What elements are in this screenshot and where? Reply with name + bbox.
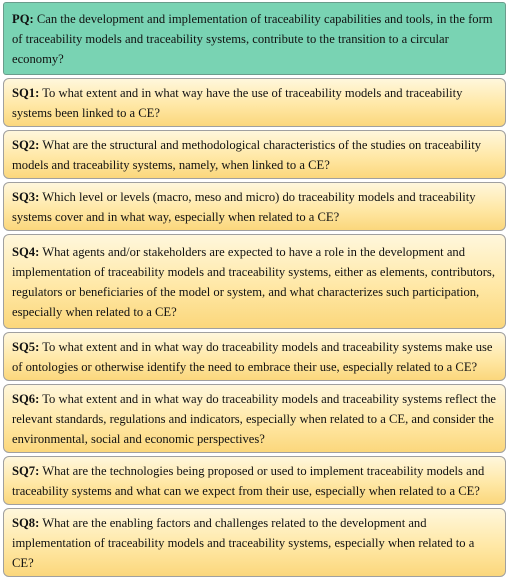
question-label: SQ3 bbox=[12, 190, 36, 204]
sub-question-box-sq2: SQ2: What are the structural and methodological characteristics of the studies on traceability models and traceability systems, namely, when linked to a CE? bbox=[3, 130, 506, 179]
research-questions-diagram bbox=[3, 2, 506, 580]
question-text: What are the structural and methodological characteristics of the studies on traceability models and traceability systems, namely, when linked to a CE? bbox=[12, 138, 482, 172]
question-label: SQ5 bbox=[12, 340, 36, 354]
question-label: SQ1 bbox=[12, 86, 36, 100]
sub-question-box-sq3: SQ3: Which level or levels (macro, meso and micro) do traceability models and traceability systems cover and in what way, especially when related to a CE? bbox=[3, 182, 506, 231]
sub-question-box-sq7: SQ7: What are the technologies being proposed or used to implement traceability models and traceability systems and what can we expect from their use, especially when related to a CE? bbox=[3, 456, 506, 505]
question-text: Can the development and implementation of traceability capabilities and tools, in the form of traceability models and traceability systems, contribute to the transition to a circular economy? bbox=[12, 12, 493, 66]
question-label: PQ bbox=[12, 12, 30, 26]
question-label: SQ2 bbox=[12, 138, 36, 152]
sub-question-box-sq5: SQ5: To what extent and in what way do traceability models and traceability systems make use of ontologies or otherwise identify the need to embrace their use, especially related to a CE? bbox=[3, 332, 506, 381]
primary-question-box: PQ: Can the development and implementation of traceability capabilities and tools, in the form of traceability models and traceability systems, contribute to the transition to a circular economy? bbox=[3, 2, 506, 75]
question-label: SQ6 bbox=[12, 392, 36, 406]
sub-question-box-sq4: SQ4: What agents and/or stakeholders are expected to have a role in the development and implementation of traceability models and traceability systems, either as elements, contributors, regulators or beneficiaries of the model or system, and what characterizes such participation, especially when related to a CE? bbox=[3, 234, 506, 329]
question-text: What agents and/or stakeholders are expected to have a role in the development and implementation of traceability models and traceability systems, either as elements, contributors, regulators or beneficiaries of the model or system, and what characterizes such participation, especially when related to a CE? bbox=[12, 245, 495, 319]
sub-question-box-sq1: SQ1: To what extent and in what way have the use of traceability models and traceability systems been linked to a CE? bbox=[3, 78, 506, 127]
question-label: SQ4 bbox=[12, 245, 36, 259]
sub-question-box-sq6: SQ6: To what extent and in what way do traceability models and traceability systems reflect the relevant standards, regulations and indicators, especially when related to a CE, and consider the environmental, social and economic perspectives? bbox=[3, 384, 506, 453]
question-label: SQ8 bbox=[12, 516, 36, 530]
sub-question-box-sq8: SQ8: What are the enabling factors and challenges related to the development and implementation of traceability models and traceability systems, especially when related to a CE? bbox=[3, 508, 506, 577]
question-text: What are the technologies being proposed or used to implement traceability models and traceability systems and what can we expect from their use, especially when related to a CE? bbox=[12, 464, 485, 498]
question-text: Which level or levels (macro, meso and micro) do traceability models and traceability systems cover and in what way, especially when related to a CE? bbox=[12, 190, 476, 224]
question-label: SQ7 bbox=[12, 464, 36, 478]
question-text: What are the enabling factors and challenges related to the development and implementation of traceability models and traceability systems, especially when related to a CE? bbox=[12, 516, 475, 570]
question-text: To what extent and in what way do traceability models and traceability systems make use of ontologies or otherwise identify the need to embrace their use, especially related to a CE? bbox=[12, 340, 493, 374]
question-text: To what extent and in what way do traceability models and traceability systems reflect the relevant standards, regulations and indicators, especially when related to a CE, and consider the environmental, social and economic perspectives? bbox=[12, 392, 496, 446]
question-text: To what extent and in what way have the use of traceability models and traceability systems been linked to a CE? bbox=[12, 86, 463, 120]
